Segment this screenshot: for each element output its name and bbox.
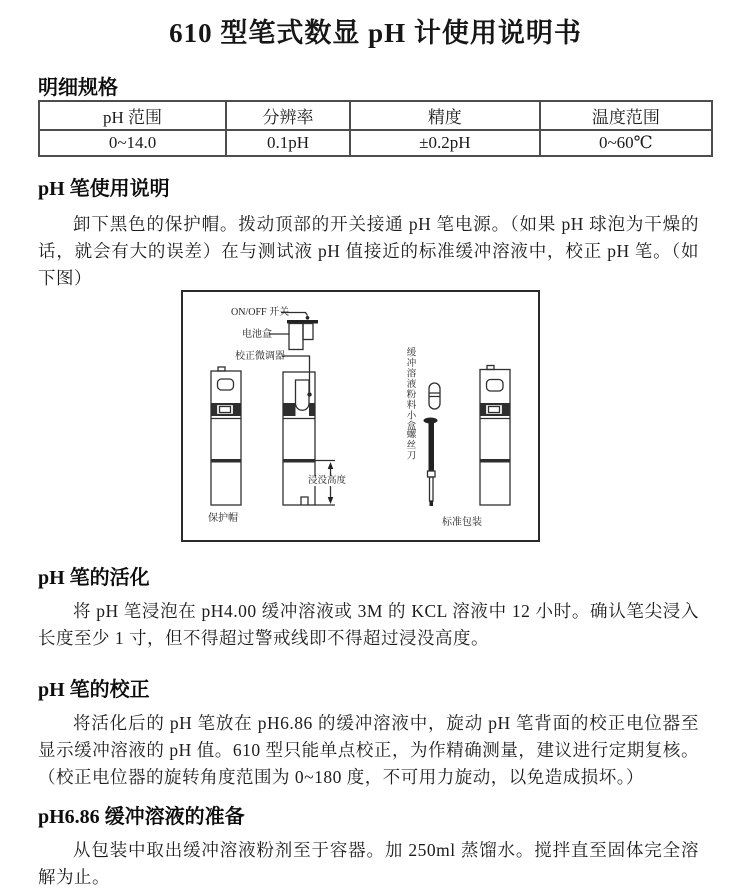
document-title: 610 型笔式数显 pH 计使用说明书 bbox=[169, 18, 582, 48]
calibration-paragraph: 将活化后的 pH 笔放在 pH6.86 的缓冲溶液中，旋动 pH 笔背面的校正电位器至显示缓冲溶液的 pH 值。610 型只能单点校正，为作精确测量，建议进行定期复核。（校正电位器的旋转角度范围为 0~180 度，不可用力旋动，以免造成损坏。） bbox=[38, 713, 699, 787]
section-heading-activation: pH 笔的活化 bbox=[38, 567, 150, 589]
specs-value-temp-range: 0~60℃ bbox=[540, 130, 712, 156]
label-buffer-powder-box: 缓冲溶液粉料小盒 bbox=[404, 347, 415, 431]
specs-value-row bbox=[39, 130, 712, 156]
buffer-prep-paragraph: 从包装中取出缓冲溶液粉剂至于容器。加 250ml 蒸馏水。搅拌直至固体完全溶解为止。 bbox=[38, 840, 699, 887]
usage-paragraph: 卸下黑色的保护帽。拨动顶部的开关接通 pH 笔电源。（如果 pH 球泡为干燥的话，就会有大的误差）在与测试液 pH 值接近的标准缓冲溶液中，校正 pH 笔。（如下图） bbox=[38, 214, 699, 288]
specs-value-resolution: 0.1pH bbox=[226, 130, 350, 156]
label-screwdriver: 螺丝刀 bbox=[404, 429, 415, 461]
specs-header-resolution: 分辨率 bbox=[226, 101, 350, 130]
specs-header-temp-range: 温度范围 bbox=[540, 101, 712, 130]
specs-table bbox=[38, 100, 713, 157]
specs-value-ph-range: 0~14.0 bbox=[39, 130, 226, 156]
pen-diagram-lineart bbox=[183, 292, 538, 540]
pen-diagram bbox=[181, 290, 540, 542]
activation-paragraph: 将 pH 笔浸泡在 pH4.00 缓冲溶液或 3M 的 KCL 溶液中 12 小时。确认笔尖浸入长度至少 1 寸，但不得超过警戒线即不得超过浸没高度。 bbox=[38, 601, 699, 648]
specs-header-ph-range: pH 范围 bbox=[39, 101, 226, 130]
specs-header-row bbox=[39, 101, 712, 130]
label-calibration-trimmer: 校正微调器 bbox=[235, 351, 285, 362]
label-standard-package: 标准包装 bbox=[442, 517, 482, 528]
section-heading-usage: pH 笔使用说明 bbox=[38, 178, 170, 200]
label-protective-cap: 保护帽 bbox=[208, 513, 238, 524]
label-battery-box: 电池盒 bbox=[242, 329, 272, 340]
section-heading-specs: 明细规格 bbox=[38, 77, 118, 99]
label-on-off-switch: ON/OFF 开关 bbox=[231, 307, 290, 318]
specs-value-accuracy: ±0.2pH bbox=[350, 130, 540, 156]
specs-header-accuracy: 精度 bbox=[350, 101, 540, 130]
label-immersion-height: 浸没高度 bbox=[308, 476, 347, 486]
section-heading-buffer-prep: pH6.86 缓冲溶液的准备 bbox=[38, 806, 245, 828]
section-heading-calibration: pH 笔的校正 bbox=[38, 679, 150, 701]
